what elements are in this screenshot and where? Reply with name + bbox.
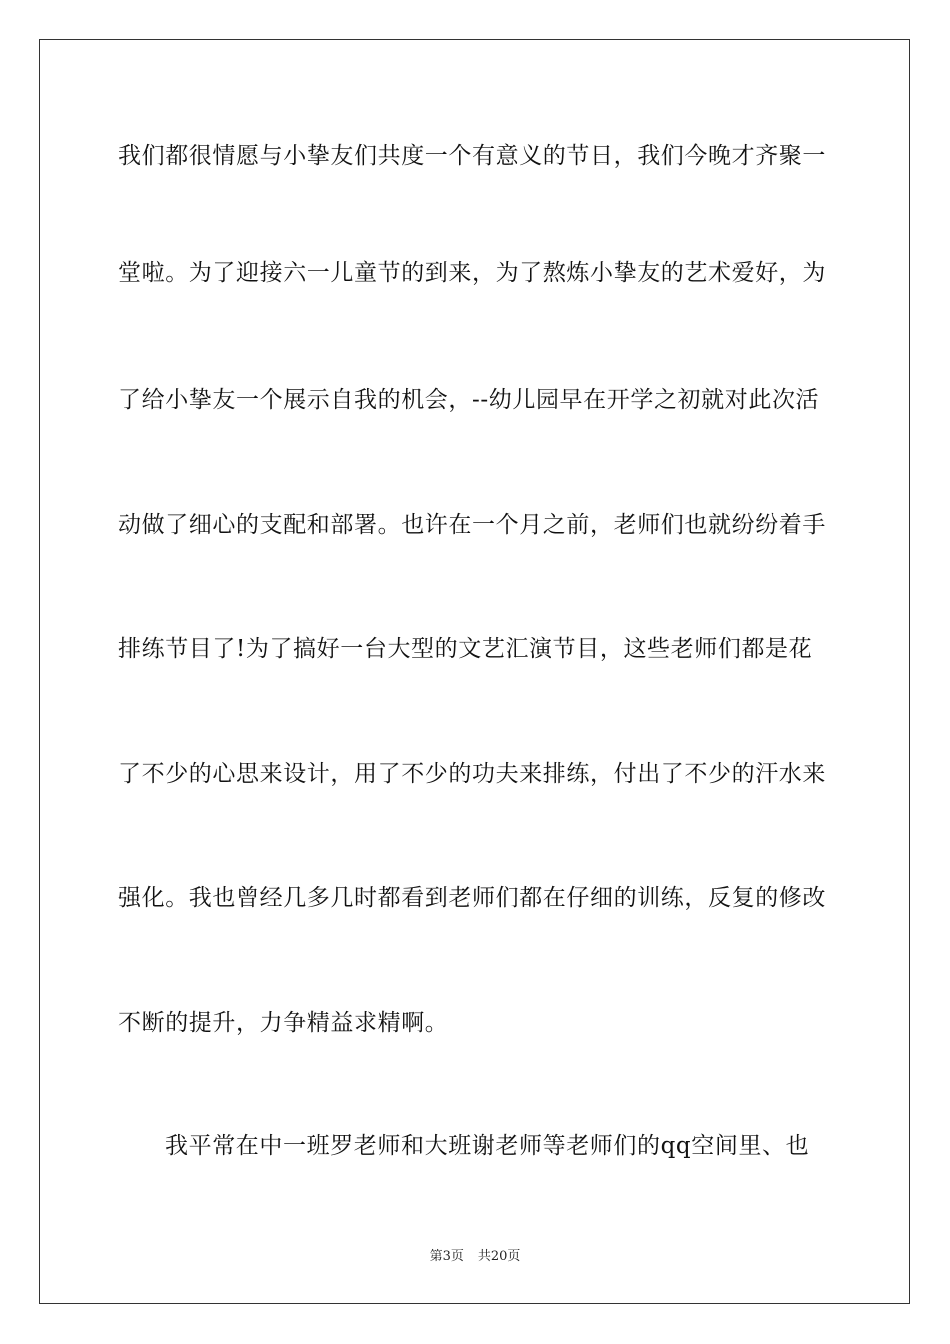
- paragraph-line-7: 强化。我也曾经几多几时都看到老师们都在仔细的训练，反复的修改: [118, 885, 826, 911]
- paragraph-line-9: 我平常在中一班罗老师和大班谢老师等老师们的qq空间里、也: [165, 1133, 810, 1159]
- paragraph-line-6: 了不少的心思来设计，用了不少的功夫来排练，付出了不少的汗水来: [118, 761, 826, 787]
- page-border: [39, 39, 910, 1304]
- page-footer: [0, 1248, 950, 1266]
- page-total: 共20页: [477, 1249, 521, 1264]
- paragraph-line-1: 我们都很情愿与小挚友们共度一个有意义的节日，我们今晚才齐聚一: [118, 143, 826, 169]
- paragraph-line-8: 不断的提升，力争精益求精啊。: [118, 1010, 449, 1036]
- paragraph-line-2: 堂啦。为了迎接六一儿童节的到来，为了熬炼小挚友的艺术爱好，为: [118, 260, 826, 286]
- paragraph-line-5: 排练节目了!为了搞好一台大型的文艺汇演节目，这些老师们都是花: [118, 636, 813, 662]
- page-number: 第3页: [429, 1249, 464, 1264]
- paragraph-line-3: 了给小挚友一个展示自我的机会，--幼儿园早在开学之初就对此次活: [118, 387, 820, 413]
- paragraph-line-4: 动做了细心的支配和部署。也许在一个月之前，老师们也就纷纷着手: [118, 512, 826, 538]
